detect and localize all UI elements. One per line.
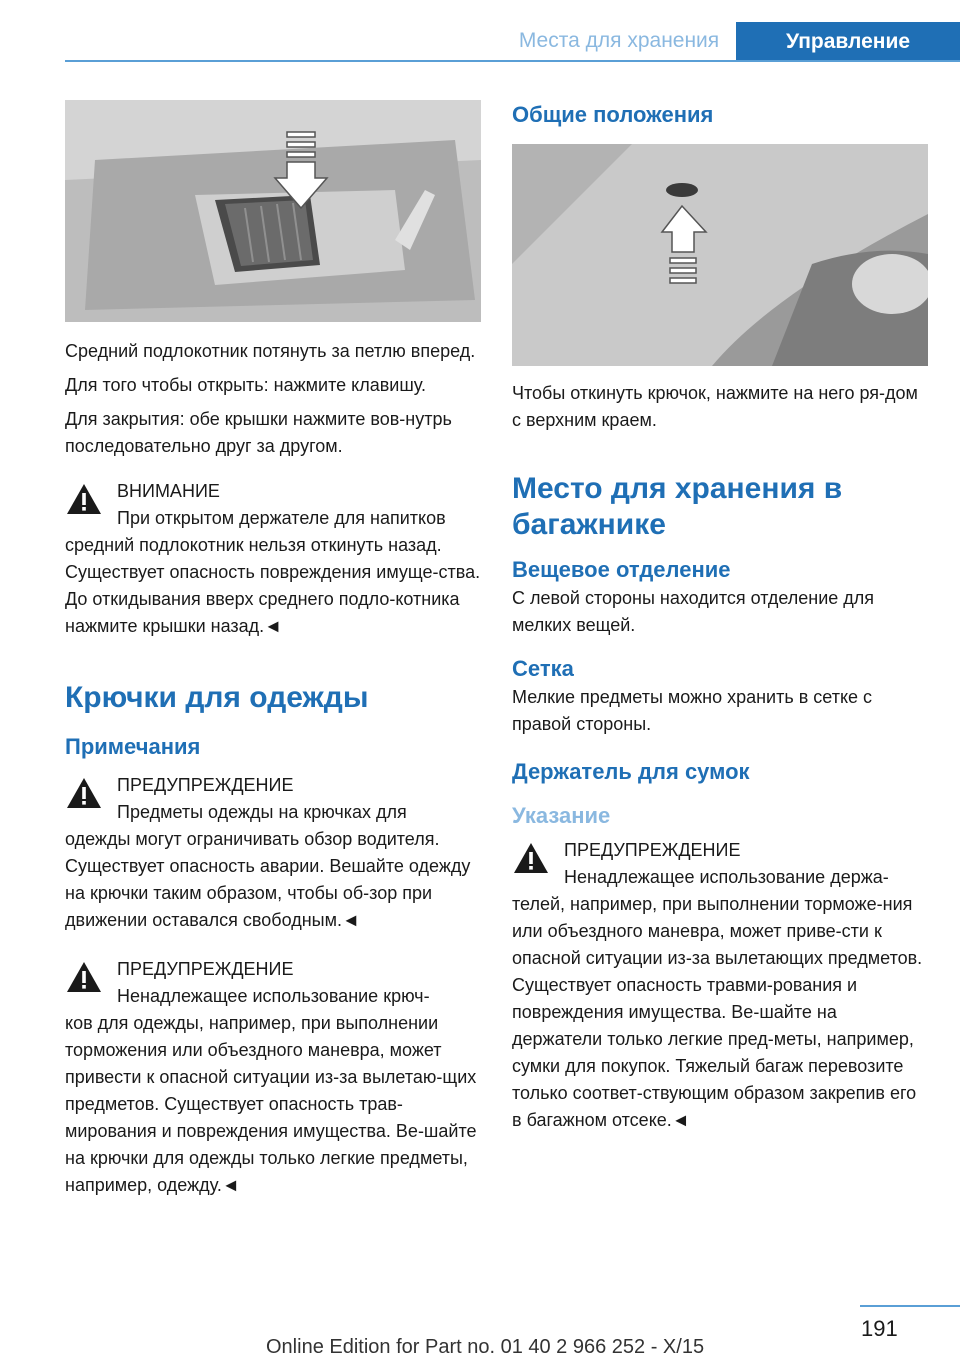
subheading-notes: Примечания <box>65 734 201 759</box>
warning-lead: При открытом держателе для напитков <box>117 508 446 528</box>
footer-divider <box>860 1305 960 1307</box>
right-column <box>512 100 928 1134</box>
warning-block-bag-holder <box>512 837 928 1134</box>
warning-title: ВНИМАНИЕ <box>117 481 220 501</box>
subheading-bag-holder: Держатель для сумок <box>512 759 750 784</box>
warning-body: ков для одежды, например, при выполнении торможения или объездного маневра, может привести к опасной ситуации из-за вылетаю-щих предметов. Существует опасность трав-мирования и повреждения имущества. Ве-шайте на крючки для одежды только легкие предметы, например, одежду.◄ <box>65 1013 477 1195</box>
page-number: 191 <box>861 1316 898 1341</box>
warning-triangle-icon <box>65 482 103 516</box>
warning-lead: Предметы одежды на крючках для <box>117 802 407 822</box>
subheading-compartment: Вещевое отделение <box>512 557 731 582</box>
header-divider <box>65 60 960 62</box>
warning-block-misuse-hooks <box>65 956 481 1199</box>
warning-title: ПРЕДУПРЕЖДЕНИЕ <box>117 775 294 795</box>
warning-body: средний подлокотник нельзя откинуть назад. Существует опасность повреждения имуще-ства. До откидывания вверх среднего подло-котника нажмите крышки назад.◄ <box>65 535 481 636</box>
warning-triangle-icon <box>65 776 103 810</box>
warning-title: ПРЕДУПРЕЖДЕНИЕ <box>117 959 294 979</box>
compartment-text: С левой стороны находится отделение для мелких вещей. <box>512 588 875 635</box>
warning-body: одежды могут ограничивать обзор водителя. Существует опасность аварии. Вешайте одежду на крючки таким образом, чтобы об-зор при движении оставался свободным.◄ <box>65 829 471 930</box>
warning-triangle-icon <box>65 960 103 994</box>
armrest-open-text: Для того чтобы открыть: нажмите клавишу. <box>65 375 426 395</box>
section-tab: Места для хранения <box>518 29 720 52</box>
warning-block-view <box>65 772 481 934</box>
subheading-net: Сетка <box>512 656 574 681</box>
warning-lead: Ненадлежащее использование крюч- <box>117 986 430 1006</box>
edition-footer: Online Edition for Part no. 01 40 2 966 252 - X/15 <box>266 1336 705 1358</box>
warning-lead: Ненадлежащее использование держа- <box>564 867 889 887</box>
hook-illustration <box>512 144 928 366</box>
warning-body: телей, например, при выполнении торможе-ния или объездного маневра, может приве-сти к опасной ситуации из-за вылетающих предметов. Существует опасность травми-рования и повреждения имущества. Ве-шайте на держатели только легкие пред-меты, например, сумки для покупок. Тяжелый багаж перевозите только соответ-ствующим образом закрепив его в багажном отсеке.◄ <box>512 894 923 1130</box>
heading-general: Общие положения <box>512 102 714 127</box>
hook-photo <box>512 144 928 366</box>
chapter-tab: Управление <box>736 22 960 62</box>
armrest-illustration <box>65 100 481 322</box>
page-header <box>0 0 960 62</box>
warning-triangle-icon <box>512 841 550 875</box>
heading-trunk-storage: Место для хранения в багажнике <box>512 472 843 541</box>
subheading-note: Указание <box>512 803 611 828</box>
armrest-photo <box>65 100 481 322</box>
left-column <box>65 100 481 1199</box>
armrest-close-text: Для закрытия: обе крышки нажмите вов-нутрь последовательно друг за другом. <box>65 409 452 456</box>
warning-title: ПРЕДУПРЕЖДЕНИЕ <box>564 840 741 860</box>
warning-block-attention <box>65 478 481 640</box>
hook-text: Чтобы откинуть крючок, нажмите на него ря-дом с верхним краем. <box>512 383 918 430</box>
heading-clothes-hooks: Крючки для одежды <box>65 681 369 714</box>
armrest-pull-text: Средний подлокотник потянуть за петлю вперед. <box>65 341 476 361</box>
net-text: Мелкие предметы можно хранить в сетке с правой стороны. <box>512 687 873 734</box>
